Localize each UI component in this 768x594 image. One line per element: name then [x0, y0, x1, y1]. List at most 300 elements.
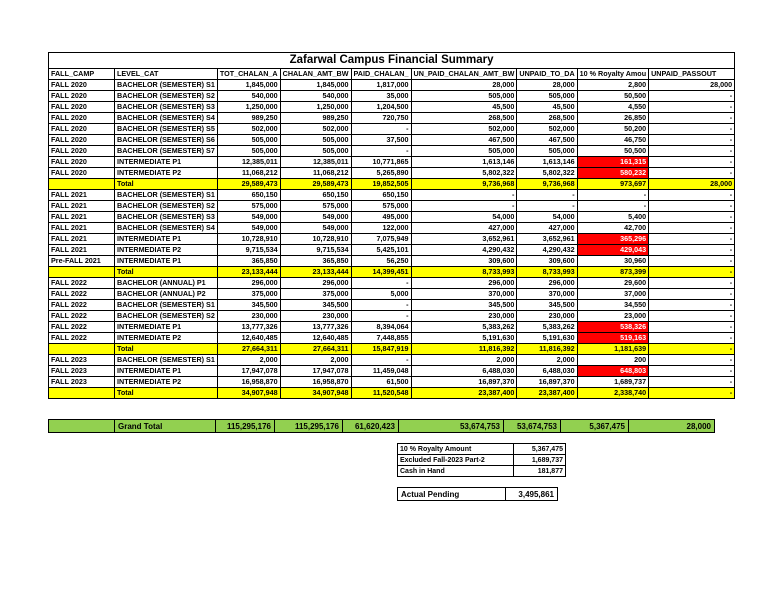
cell-unpaid-passout: 28,000 — [649, 179, 735, 190]
cell-tot-chalan: 12,385,011 — [217, 157, 280, 168]
cell-unpaid-chalan: 28,000 — [411, 80, 517, 91]
cell-fall-camp: FALL 2020 — [49, 80, 115, 91]
header-row — [49, 69, 735, 80]
cell-paid-chalan: 61,500 — [351, 377, 411, 388]
cell-chalan-amt: 9,715,534 — [280, 245, 351, 256]
grand-total-label: Grand Total — [115, 420, 216, 433]
cell-unpaid-to-date: 505,000 — [517, 91, 577, 102]
cell-paid-chalan: 35,000 — [351, 91, 411, 102]
cell-unpaid-passout: - — [649, 366, 735, 377]
grand-total-unpaid-to-date: 53,674,753 — [504, 420, 561, 433]
cell-unpaid-to-date: 3,652,961 — [517, 234, 577, 245]
cell-level-cat: BACHELOR (SEMESTER) S1 — [115, 300, 218, 311]
table-row — [49, 190, 735, 201]
cell-tot-chalan: 575,000 — [217, 201, 280, 212]
cell-unpaid-to-date: 5,191,630 — [517, 333, 577, 344]
total-row — [49, 344, 735, 355]
actual-pending-value: 3,495,861 — [506, 488, 558, 501]
cell-paid-chalan: - — [351, 278, 411, 289]
cell-royalty: 1,689,737 — [577, 377, 648, 388]
cell-tot-chalan: 2,000 — [217, 355, 280, 366]
cell-fall-camp: FALL 2020 — [49, 102, 115, 113]
total-row — [49, 179, 735, 190]
cell-level-cat: BACHELOR (SEMESTER) S1 — [115, 80, 218, 91]
column-header-royalty: 10 % Royalty Amou — [577, 69, 648, 80]
cell-tot-chalan: 34,907,948 — [217, 388, 280, 399]
cell-paid-chalan: 19,852,505 — [351, 179, 411, 190]
cell-tot-chalan: 12,640,485 — [217, 333, 280, 344]
cell-level-cat: INTERMEDIATE P2 — [115, 245, 218, 256]
cell-unpaid-to-date: 5,383,262 — [517, 322, 577, 333]
cell-royalty: 1,181,639 — [577, 344, 648, 355]
cell-level-cat: INTERMEDIATE P2 — [115, 333, 218, 344]
cell-chalan-amt: 365,850 — [280, 256, 351, 267]
cell-paid-chalan: - — [351, 124, 411, 135]
cell-chalan-amt: 505,000 — [280, 135, 351, 146]
royalty-summary-box — [397, 443, 566, 477]
cell-chalan-amt: 17,947,078 — [280, 366, 351, 377]
cell-paid-chalan: - — [351, 311, 411, 322]
cell-royalty: 2,338,740 — [577, 388, 648, 399]
cell-chalan-amt: 10,728,910 — [280, 234, 351, 245]
cell-fall-camp: FALL 2023 — [49, 355, 115, 366]
cell-paid-chalan: - — [351, 146, 411, 157]
cell-unpaid-passout: - — [649, 124, 735, 135]
table-row — [49, 201, 735, 212]
cell-paid-chalan: 650,150 — [351, 190, 411, 201]
cell-fall-camp: FALL 2020 — [49, 135, 115, 146]
table-row — [49, 234, 735, 245]
cell-fall-camp: FALL 2022 — [49, 322, 115, 333]
cell-unpaid-to-date: 309,600 — [517, 256, 577, 267]
cell-paid-chalan: 10,771,865 — [351, 157, 411, 168]
cell-unpaid-to-date: 230,000 — [517, 311, 577, 322]
table-row — [49, 168, 735, 179]
cell-unpaid-passout: - — [649, 388, 735, 399]
cell-unpaid-to-date: 54,000 — [517, 212, 577, 223]
cell-royalty: 34,550 — [577, 300, 648, 311]
cell-level-cat: Total — [115, 344, 218, 355]
cell-unpaid-chalan: 309,600 — [411, 256, 517, 267]
cell-chalan-amt: 540,000 — [280, 91, 351, 102]
grand-total-passout: 28,000 — [629, 420, 715, 433]
cell-unpaid-to-date: 268,500 — [517, 113, 577, 124]
summary-value: 181,877 — [514, 466, 566, 477]
cell-unpaid-passout: - — [649, 267, 735, 278]
table-row — [49, 135, 735, 146]
cell-paid-chalan: 14,399,451 — [351, 267, 411, 278]
cell-chalan-amt: 1,250,000 — [280, 102, 351, 113]
cell-level-cat: Total — [115, 388, 218, 399]
cell-unpaid-passout: - — [649, 157, 735, 168]
cell-paid-chalan: 11,520,548 — [351, 388, 411, 399]
table-row — [49, 366, 735, 377]
cell-paid-chalan: 575,000 — [351, 201, 411, 212]
summary-row — [398, 466, 566, 477]
cell-chalan-amt: 13,777,326 — [280, 322, 351, 333]
column-header-chalan-amt: CHALAN_AMT_BW — [280, 69, 351, 80]
column-header-paid-chalan: PAID_CHALAN_ — [351, 69, 411, 80]
cell-unpaid-chalan: 5,191,630 — [411, 333, 517, 344]
cell-unpaid-passout: - — [649, 256, 735, 267]
cell-tot-chalan: 345,500 — [217, 300, 280, 311]
cell-tot-chalan: 9,715,534 — [217, 245, 280, 256]
cell-unpaid-to-date: 296,000 — [517, 278, 577, 289]
table-row — [49, 212, 735, 223]
cell-unpaid-chalan: 427,000 — [411, 223, 517, 234]
cell-unpaid-chalan: 505,000 — [411, 91, 517, 102]
cell-unpaid-chalan: 505,000 — [411, 146, 517, 157]
cell-tot-chalan: 375,000 — [217, 289, 280, 300]
table-row — [49, 157, 735, 168]
cell-fall-camp: FALL 2023 — [49, 377, 115, 388]
cell-tot-chalan: 549,000 — [217, 212, 280, 223]
cell-level-cat: INTERMEDIATE P1 — [115, 234, 218, 245]
cell-royalty: 37,000 — [577, 289, 648, 300]
cell-unpaid-chalan: 230,000 — [411, 311, 517, 322]
cell-unpaid-chalan: 8,733,993 — [411, 267, 517, 278]
table-row — [49, 245, 735, 256]
table-row — [49, 124, 735, 135]
grand-total-row — [49, 420, 715, 433]
total-row — [49, 388, 735, 399]
cell-unpaid-chalan: 5,383,262 — [411, 322, 517, 333]
cell-royalty: 26,850 — [577, 113, 648, 124]
cell-royalty: - — [577, 201, 648, 212]
cell-unpaid-passout: - — [649, 289, 735, 300]
cell-unpaid-chalan: 467,500 — [411, 135, 517, 146]
cell-chalan-amt: 11,068,212 — [280, 168, 351, 179]
summary-value: 1,689,737 — [514, 455, 566, 466]
cell-unpaid-passout: - — [649, 102, 735, 113]
cell-unpaid-to-date: 1,613,146 — [517, 157, 577, 168]
grand-total-chalan-amt: 115,295,176 — [275, 420, 343, 433]
cell-paid-chalan: 8,394,064 — [351, 322, 411, 333]
cell-level-cat: INTERMEDIATE P2 — [115, 168, 218, 179]
cell-unpaid-passout: - — [649, 146, 735, 157]
cell-tot-chalan: 16,958,870 — [217, 377, 280, 388]
cell-fall-camp — [49, 267, 115, 278]
cell-unpaid-chalan: 3,652,961 — [411, 234, 517, 245]
cell-royalty: 161,315 — [577, 157, 648, 168]
cell-royalty: 873,399 — [577, 267, 648, 278]
table-row — [49, 311, 735, 322]
cell-paid-chalan: 1,204,500 — [351, 102, 411, 113]
cell-unpaid-passout: - — [649, 322, 735, 333]
cell-royalty: 538,326 — [577, 322, 648, 333]
cell-unpaid-chalan: 45,500 — [411, 102, 517, 113]
cell-tot-chalan: 230,000 — [217, 311, 280, 322]
cell-tot-chalan: 505,000 — [217, 146, 280, 157]
cell-tot-chalan: 27,664,311 — [217, 344, 280, 355]
cell-fall-camp: FALL 2021 — [49, 223, 115, 234]
cell-unpaid-to-date: 23,387,400 — [517, 388, 577, 399]
cell-fall-camp: FALL 2020 — [49, 146, 115, 157]
cell-chalan-amt: 29,589,473 — [280, 179, 351, 190]
cell-level-cat: BACHELOR (SEMESTER) S2 — [115, 311, 218, 322]
cell-unpaid-passout: - — [649, 278, 735, 289]
cell-unpaid-passout: - — [649, 300, 735, 311]
cell-royalty: 30,960 — [577, 256, 648, 267]
cell-unpaid-chalan: 4,290,432 — [411, 245, 517, 256]
cell-level-cat: Total — [115, 179, 218, 190]
cell-royalty: 50,500 — [577, 146, 648, 157]
table-row — [49, 322, 735, 333]
cell-chalan-amt: 23,133,444 — [280, 267, 351, 278]
cell-tot-chalan: 540,000 — [217, 91, 280, 102]
cell-unpaid-passout: - — [649, 212, 735, 223]
cell-unpaid-chalan: 54,000 — [411, 212, 517, 223]
column-header-level-cat: LEVEL_CAT — [115, 69, 218, 80]
cell-level-cat: INTERMEDIATE P1 — [115, 256, 218, 267]
grand-total-blank — [49, 420, 115, 433]
cell-fall-camp: FALL 2020 — [49, 157, 115, 168]
cell-unpaid-to-date: - — [517, 201, 577, 212]
cell-unpaid-chalan: 5,802,322 — [411, 168, 517, 179]
cell-unpaid-to-date: 345,500 — [517, 300, 577, 311]
cell-level-cat: BACHELOR (SEMESTER) S4 — [115, 223, 218, 234]
summary-label: Excluded Fall-2023 Part-2 — [398, 455, 514, 466]
cell-unpaid-chalan: 16,897,370 — [411, 377, 517, 388]
cell-royalty: 429,043 — [577, 245, 648, 256]
cell-chalan-amt: 549,000 — [280, 223, 351, 234]
cell-royalty: 46,750 — [577, 135, 648, 146]
cell-fall-camp: FALL 2020 — [49, 168, 115, 179]
cell-level-cat: INTERMEDIATE P1 — [115, 322, 218, 333]
cell-royalty: 42,700 — [577, 223, 648, 234]
cell-royalty: 50,500 — [577, 91, 648, 102]
cell-fall-camp: FALL 2021 — [49, 212, 115, 223]
cell-fall-camp: FALL 2020 — [49, 91, 115, 102]
cell-unpaid-passout: - — [649, 344, 735, 355]
cell-tot-chalan: 365,850 — [217, 256, 280, 267]
cell-unpaid-passout: - — [649, 201, 735, 212]
cell-chalan-amt: 16,958,870 — [280, 377, 351, 388]
cell-level-cat: BACHELOR (ANNUAL) P2 — [115, 289, 218, 300]
cell-fall-camp: FALL 2021 — [49, 190, 115, 201]
table-row — [49, 377, 735, 388]
cell-chalan-amt: 34,907,948 — [280, 388, 351, 399]
cell-unpaid-passout: - — [649, 91, 735, 102]
cell-fall-camp: FALL 2022 — [49, 289, 115, 300]
cell-unpaid-to-date: 502,000 — [517, 124, 577, 135]
cell-paid-chalan: - — [351, 300, 411, 311]
table-row — [49, 300, 735, 311]
cell-unpaid-chalan: 6,488,030 — [411, 366, 517, 377]
cell-paid-chalan: 5,000 — [351, 289, 411, 300]
cell-unpaid-to-date: 11,816,392 — [517, 344, 577, 355]
cell-paid-chalan: 11,459,048 — [351, 366, 411, 377]
cell-unpaid-chalan: 370,000 — [411, 289, 517, 300]
cell-unpaid-passout: - — [649, 168, 735, 179]
cell-unpaid-passout: - — [649, 355, 735, 366]
cell-chalan-amt: 1,845,000 — [280, 80, 351, 91]
cell-tot-chalan: 650,150 — [217, 190, 280, 201]
cell-unpaid-to-date: 505,000 — [517, 146, 577, 157]
cell-unpaid-chalan: - — [411, 201, 517, 212]
cell-paid-chalan: 15,847,919 — [351, 344, 411, 355]
cell-chalan-amt: 296,000 — [280, 278, 351, 289]
grand-total-unpaid: 53,674,753 — [399, 420, 504, 433]
cell-chalan-amt: 505,000 — [280, 146, 351, 157]
cell-chalan-amt: 12,640,485 — [280, 333, 351, 344]
cell-paid-chalan: - — [351, 355, 411, 366]
summary-value: 5,367,475 — [514, 444, 566, 455]
cell-unpaid-to-date: 467,500 — [517, 135, 577, 146]
cell-fall-camp — [49, 388, 115, 399]
cell-level-cat: BACHELOR (SEMESTER) S5 — [115, 124, 218, 135]
cell-royalty: 23,000 — [577, 311, 648, 322]
actual-pending-box — [397, 487, 558, 501]
cell-paid-chalan: 122,000 — [351, 223, 411, 234]
summary-row — [398, 455, 566, 466]
cell-unpaid-chalan: 11,816,392 — [411, 344, 517, 355]
cell-unpaid-to-date: 28,000 — [517, 80, 577, 91]
cell-unpaid-to-date: 16,897,370 — [517, 377, 577, 388]
cell-paid-chalan: 1,817,000 — [351, 80, 411, 91]
table-row — [49, 80, 735, 91]
summary-row — [398, 444, 566, 455]
financial-summary-sheet — [48, 52, 735, 399]
cell-tot-chalan: 549,000 — [217, 223, 280, 234]
cell-level-cat: INTERMEDIATE P1 — [115, 366, 218, 377]
cell-fall-camp — [49, 179, 115, 190]
cell-chalan-amt: 650,150 — [280, 190, 351, 201]
cell-royalty: 4,550 — [577, 102, 648, 113]
cell-tot-chalan: 1,845,000 — [217, 80, 280, 91]
cell-royalty: 973,697 — [577, 179, 648, 190]
cell-unpaid-chalan: 345,500 — [411, 300, 517, 311]
table-row — [49, 113, 735, 124]
cell-chalan-amt: 375,000 — [280, 289, 351, 300]
actual-pending-label: Actual Pending — [398, 488, 506, 501]
cell-level-cat: BACHELOR (SEMESTER) S2 — [115, 201, 218, 212]
cell-royalty: 50,200 — [577, 124, 648, 135]
cell-tot-chalan: 1,250,000 — [217, 102, 280, 113]
cell-unpaid-to-date: 6,488,030 — [517, 366, 577, 377]
cell-chalan-amt: 575,000 — [280, 201, 351, 212]
cell-fall-camp: FALL 2021 — [49, 201, 115, 212]
cell-unpaid-passout: - — [649, 135, 735, 146]
cell-tot-chalan: 11,068,212 — [217, 168, 280, 179]
column-header-unpaid-to-date: UNPAID_TO_DA — [517, 69, 577, 80]
cell-chalan-amt: 989,250 — [280, 113, 351, 124]
cell-tot-chalan: 296,000 — [217, 278, 280, 289]
cell-chalan-amt: 27,664,311 — [280, 344, 351, 355]
cell-level-cat: Total — [115, 267, 218, 278]
cell-unpaid-passout: - — [649, 113, 735, 124]
cell-fall-camp — [49, 344, 115, 355]
table-row — [49, 146, 735, 157]
column-header-unpaid-chalan: UN_PAID_CHALAN_AMT_BW — [411, 69, 517, 80]
cell-chalan-amt: 12,385,011 — [280, 157, 351, 168]
cell-unpaid-passout: - — [649, 190, 735, 201]
cell-unpaid-chalan: 268,500 — [411, 113, 517, 124]
cell-level-cat: BACHELOR (SEMESTER) S3 — [115, 102, 218, 113]
cell-unpaid-passout: - — [649, 333, 735, 344]
cell-unpaid-chalan: 2,000 — [411, 355, 517, 366]
cell-tot-chalan: 505,000 — [217, 135, 280, 146]
cell-paid-chalan: 7,448,855 — [351, 333, 411, 344]
cell-unpaid-chalan: 296,000 — [411, 278, 517, 289]
cell-unpaid-chalan: 23,387,400 — [411, 388, 517, 399]
cell-paid-chalan: 720,750 — [351, 113, 411, 124]
cell-tot-chalan: 17,947,078 — [217, 366, 280, 377]
cell-fall-camp: FALL 2021 — [49, 245, 115, 256]
column-header-fall-camp: FALL_CAMP — [49, 69, 115, 80]
cell-level-cat: INTERMEDIATE P2 — [115, 377, 218, 388]
table-row — [49, 289, 735, 300]
cell-fall-camp: Pre-FALL 2021 — [49, 256, 115, 267]
cell-fall-camp: FALL 2022 — [49, 300, 115, 311]
summary-label: 10 % Royalty Amount — [398, 444, 514, 455]
cell-paid-chalan: 495,000 — [351, 212, 411, 223]
grand-total-tot-chalan: 115,295,176 — [216, 420, 275, 433]
summary-label: Cash in Hand — [398, 466, 514, 477]
cell-chalan-amt: 230,000 — [280, 311, 351, 322]
cell-fall-camp: FALL 2022 — [49, 311, 115, 322]
cell-unpaid-chalan: - — [411, 190, 517, 201]
cell-unpaid-chalan: 502,000 — [411, 124, 517, 135]
grand-total-table — [48, 419, 715, 433]
table-row — [49, 278, 735, 289]
cell-tot-chalan: 502,000 — [217, 124, 280, 135]
cell-fall-camp: FALL 2022 — [49, 278, 115, 289]
cell-unpaid-passout: - — [649, 245, 735, 256]
grand-total-paid: 61,620,423 — [343, 420, 399, 433]
cell-royalty: 29,600 — [577, 278, 648, 289]
cell-fall-camp: FALL 2022 — [49, 333, 115, 344]
cell-tot-chalan: 13,777,326 — [217, 322, 280, 333]
cell-unpaid-to-date: 370,000 — [517, 289, 577, 300]
cell-fall-camp: FALL 2021 — [49, 234, 115, 245]
cell-unpaid-passout: - — [649, 311, 735, 322]
cell-chalan-amt: 2,000 — [280, 355, 351, 366]
cell-royalty: 5,400 — [577, 212, 648, 223]
total-row — [49, 267, 735, 278]
cell-unpaid-passout: - — [649, 234, 735, 245]
table-row — [49, 223, 735, 234]
cell-paid-chalan: 5,265,890 — [351, 168, 411, 179]
cell-unpaid-chalan: 9,736,968 — [411, 179, 517, 190]
cell-level-cat: BACHELOR (SEMESTER) S1 — [115, 190, 218, 201]
cell-unpaid-to-date: 5,802,322 — [517, 168, 577, 179]
cell-unpaid-to-date: 427,000 — [517, 223, 577, 234]
cell-level-cat: BACHELOR (SEMESTER) S7 — [115, 146, 218, 157]
summary-table — [48, 52, 735, 399]
cell-royalty: 365,296 — [577, 234, 648, 245]
cell-royalty: 648,803 — [577, 366, 648, 377]
cell-royalty: - — [577, 190, 648, 201]
column-header-unpaid-passout: UNPAID_PASSOUT — [649, 69, 735, 80]
table-row — [49, 333, 735, 344]
cell-unpaid-passout: - — [649, 377, 735, 388]
cell-tot-chalan: 29,589,473 — [217, 179, 280, 190]
cell-level-cat: INTERMEDIATE P1 — [115, 157, 218, 168]
cell-unpaid-passout: - — [649, 223, 735, 234]
cell-royalty: 200 — [577, 355, 648, 366]
cell-level-cat: BACHELOR (SEMESTER) S4 — [115, 113, 218, 124]
table-row — [49, 256, 735, 267]
cell-level-cat: BACHELOR (SEMESTER) S2 — [115, 91, 218, 102]
cell-royalty: 580,232 — [577, 168, 648, 179]
cell-royalty: 2,800 — [577, 80, 648, 91]
cell-chalan-amt: 345,500 — [280, 300, 351, 311]
cell-unpaid-to-date: - — [517, 190, 577, 201]
cell-fall-camp: FALL 2020 — [49, 113, 115, 124]
cell-unpaid-to-date: 2,000 — [517, 355, 577, 366]
cell-paid-chalan: 56,250 — [351, 256, 411, 267]
